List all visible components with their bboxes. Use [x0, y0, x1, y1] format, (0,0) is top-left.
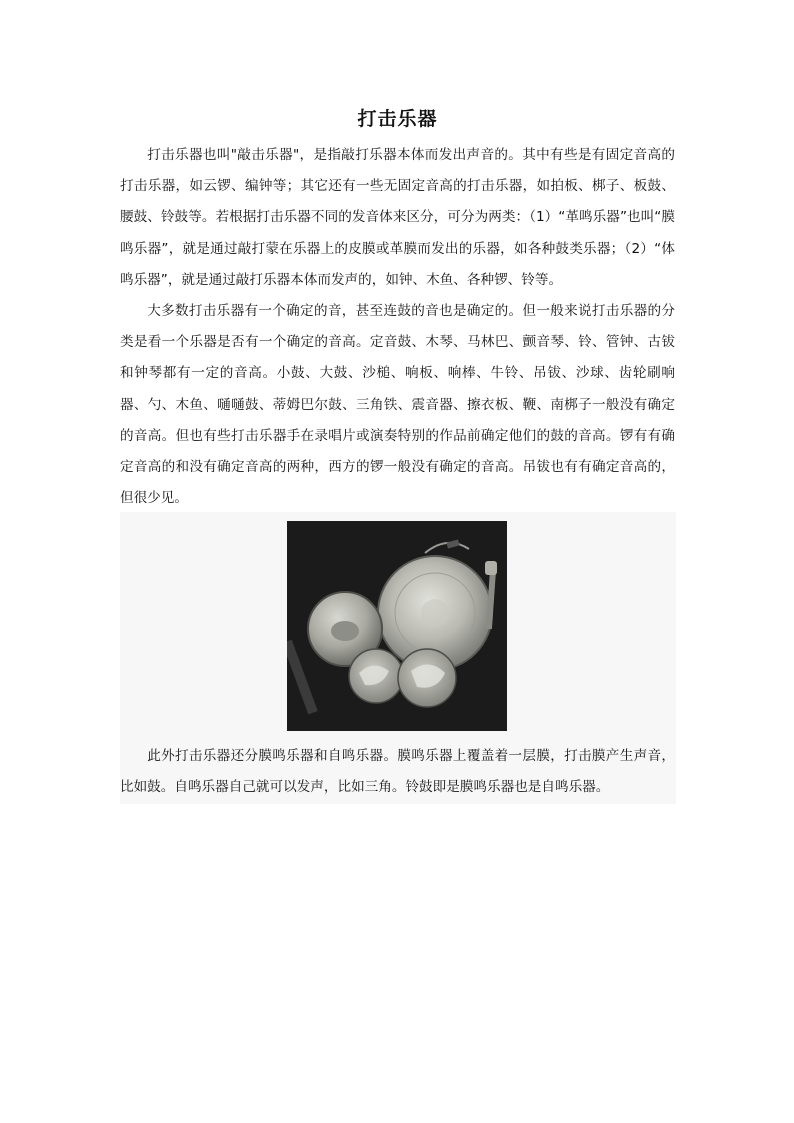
percussion-photo: [287, 521, 507, 731]
page-title: 打击乐器: [357, 108, 438, 130]
paragraph-pitch: 大多数打击乐器有一个确定的音，甚至连鼓的音也是确定的。但一般来说打击乐器的分类是看一个乐器是否有一个确定的音高。定音鼓、木琴、马林巴、颤音琴、铃、管钟、古钹和钟琴都有一定的音高。小鼓、大鼓、沙槌、响板、响棒、牛铃、吊钹、沙球、齿轮刷响器、勺、木鱼、嗵嗵鼓、蒂姆巴尔鼓、三角铁、震音器、擦衣板、鞭、南梆子一般没有确定的音高。但也有些打击乐器手在录唱片或演奏特别的作品前确定他们的鼓的音高。锣有有确定音高的和没有确定音高的两种，西方的锣一般没有确定的音高。吊钹也有有确定音高的，但很少见。: [120, 303, 675, 507]
paragraph-classification: 此外打击乐器还分膜鸣乐器和自鸣乐器。膜鸣乐器上覆盖着一层膜，打击膜产生声音，比如鼓。自鸣乐器自己就可以发声，比如三角。铃鼓即是膜鸣乐器也是自鸣乐器。: [120, 748, 675, 796]
gongs-cymbals-image: [287, 521, 507, 731]
paragraph-intro: 打击乐器也叫"敲击乐器"，是指敲打乐器本体而发出声音的。其中有些是有固定音高的打击乐器，如云锣、编钟等；其它还有一些无固定音高的打击乐器，如拍板、梆子、板鼓、腰鼓、铃鼓等。若根据打击乐器不同的发音体来区分，可分为两类：（1）“革鸣乐器”也叫“膜鸣乐器”，就是通过敲打蒙在乐器上的皮膜或革膜而发出的乐器，如各种鼓类乐器；（2）“体鸣乐器”，就是通过敲打乐器本体而发声的，如钟、木鱼、各种锣、铃等。: [120, 147, 675, 288]
